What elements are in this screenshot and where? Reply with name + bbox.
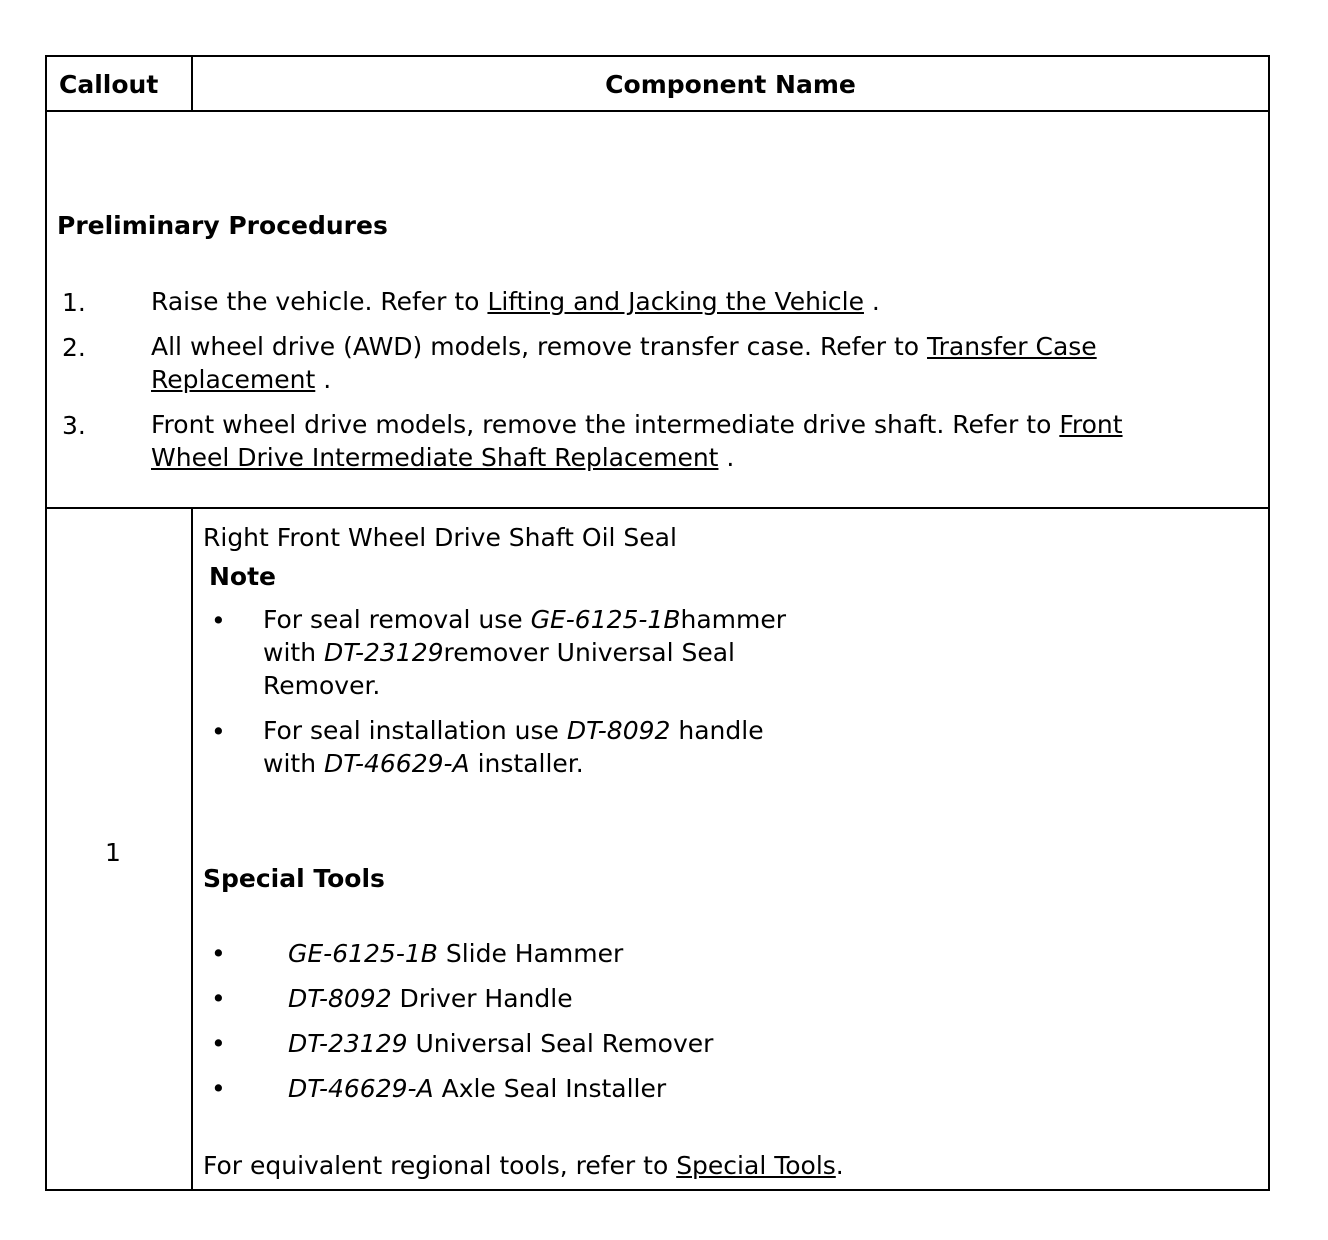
note-text [263,603,823,702]
tool-name: Axle Seal Installer [433,1074,667,1103]
step-text [151,330,1161,396]
column-divider [191,509,193,1191]
bullet-icon: • [211,984,226,1013]
bullet-icon: • [211,939,226,968]
step-number: 2. [62,333,86,362]
preliminary-procedures-section [47,110,1268,509]
tool-name: Slide Hammer [437,939,624,968]
tool-code: DT-8092 [288,984,392,1013]
note-text [263,714,823,780]
bullet-icon: • [211,1029,226,1058]
tool-name: Universal Seal Remover [407,1029,714,1058]
step-text-body: All wheel drive (AWD) models, remove transfer case. Refer to [151,332,928,361]
tool-code: DT-46629-A [324,749,470,778]
step-text [151,408,1161,474]
table-header [47,57,1268,112]
tool-text [288,1074,666,1103]
header-callout: Callout [59,70,159,99]
tool-code: DT-46629-A [288,1074,434,1103]
bullet-icon: • [211,606,226,635]
special-tools-title: Special Tools [203,864,385,893]
note-text-part: hammer with [263,605,787,667]
note-text-part: remover Universal Seal Remover. [263,638,735,700]
regional-tools-note [203,1151,1203,1180]
note-text-part: For seal removal use [263,605,531,634]
note-text-part: handle with [263,716,764,778]
link-lifting-jacking[interactable]: Lifting and Jacking the Vehicle [487,287,864,316]
link-special-tools[interactable]: Special Tools [676,1151,836,1180]
tool-text [288,939,623,968]
step-text-end: . [863,287,880,316]
component-table [45,55,1270,1191]
header-component-name: Component Name [605,70,856,99]
bullet-icon: • [211,717,226,746]
note-text-part: For seal installation use [263,716,567,745]
footer-end: . [835,1151,844,1180]
step-text [151,285,1161,318]
tool-code: DT-23129 [324,638,444,667]
footer-text: For equivalent regional tools, refer to [203,1151,677,1180]
tool-code: GE-6125-1B [288,939,438,968]
note-text-part: installer. [469,749,584,778]
note-title: Note [209,562,277,591]
tool-text [288,1029,713,1058]
step-text-end: . [315,365,332,394]
link-intermediate-shaft[interactable]: Front Wheel Drive Intermediate Shaft Replacement [151,410,1123,472]
tool-name: Driver Handle [391,984,573,1013]
step-text-end: . [718,443,735,472]
table-row [47,509,1268,1191]
link-transfer-case[interactable]: Transfer Case Replacement [151,332,1097,394]
tool-text [288,984,573,1013]
tool-code: DT-23129 [288,1029,408,1058]
preliminary-title: Preliminary Procedures [57,211,388,240]
step-text-body: Front wheel drive models, remove the intermediate drive shaft. Refer to [151,410,1060,439]
tool-code: GE-6125-1B [530,605,681,634]
step-text-body: Raise the vehicle. Refer to [151,287,488,316]
step-number: 3. [62,411,86,440]
callout-number: 1 [105,838,121,867]
tool-code: DT-8092 [566,716,671,745]
bullet-icon: • [211,1074,226,1103]
component-name: Right Front Wheel Drive Shaft Oil Seal [203,523,677,552]
step-number: 1. [62,288,86,317]
